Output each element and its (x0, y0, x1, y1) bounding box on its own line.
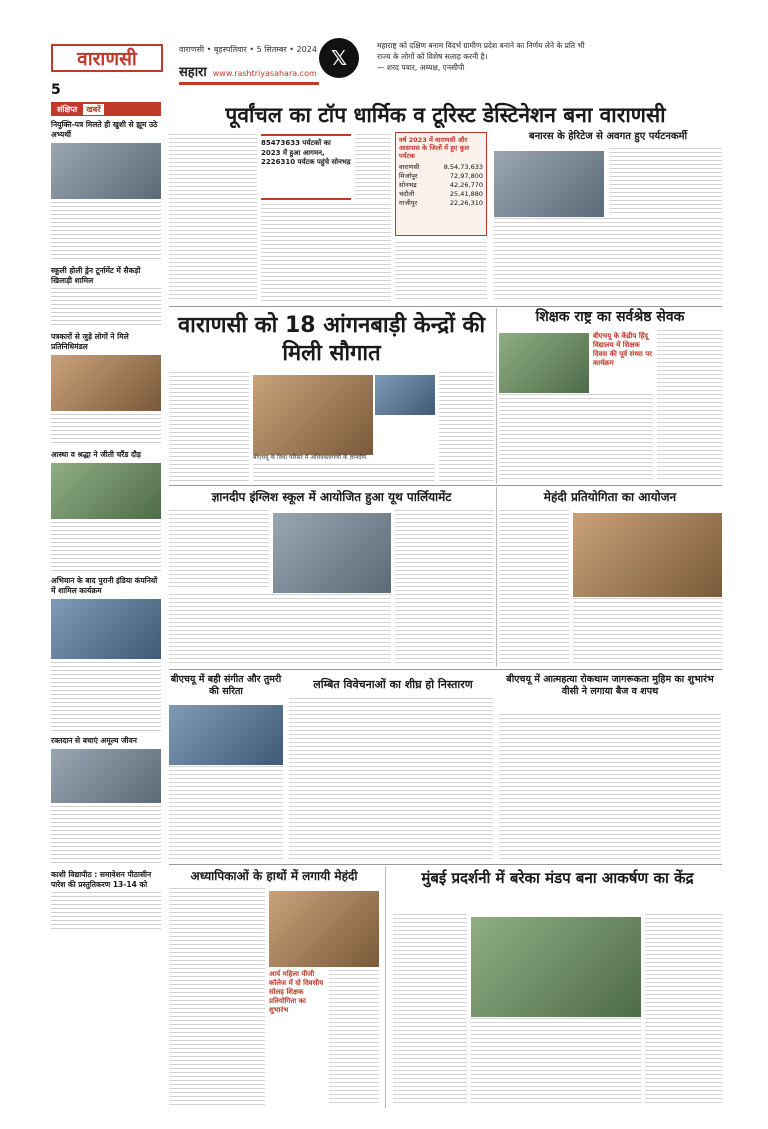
brief-text (51, 202, 161, 262)
brief-text (51, 522, 161, 572)
brand (179, 62, 317, 80)
story-text (499, 394, 653, 482)
teachers-mehndi-pull-quote: आर्य महिला पीजी कॉलेज में दो दिवसीय सोलह शिक्षक प्रतियोगिता का शुभारंभ (269, 970, 324, 1014)
story-text (657, 330, 722, 482)
teachers-mehndi-photo (269, 891, 379, 967)
brief-headline: स्कूली होली ड्रेन टूर्नामेंट में सैकड़ों खिलाड़ी शामिल (51, 266, 141, 285)
divider (169, 306, 722, 307)
youth-parliament-photo (273, 513, 391, 593)
heritage-photo (494, 151, 604, 217)
column-divider (496, 487, 497, 667)
bulletin-label: संक्षिप्त (57, 104, 78, 114)
stat-row: चंदौली 25,41,880 (399, 190, 483, 198)
story-text (393, 914, 467, 1106)
main-stories (169, 102, 722, 1110)
stat-box-title: वर्ष 2023 में वाराणसी और आसपास के जिलों में हुए कुल पर्यटक (399, 136, 470, 160)
brief-headline: काशी विद्यापीठ : समावेशन पीठासीन पारेश की प्रस्तुतिकरण 13-14 को (51, 870, 152, 889)
story-text (573, 598, 722, 664)
masthead (47, 38, 722, 98)
bhu-music-photo (169, 705, 283, 765)
brief-item (51, 576, 161, 732)
brief-text (51, 662, 161, 732)
brief-text (51, 288, 161, 328)
page-number: 5 (51, 82, 61, 98)
brief-photo (51, 355, 161, 411)
top-story-highlight: 85473633 पर्यटकों का 2023 में हुआ आगमन, 2226310 पर्यटक पहुंचे सोनभद्र (261, 134, 351, 200)
quote-text: महाराष्ट्र को दक्षिण बनाम विदर्भ ग्रामीण प्रदेश बनाने का निर्णय लेने के प्रति भी राज्य के लोगों को विशेष सलाह करनी है। (377, 41, 585, 61)
story-text (355, 134, 391, 202)
dateline: वाराणसी • बृहस्पतिवार • 5 सितम्बर • 2024 (179, 45, 317, 54)
story-text (609, 148, 722, 214)
expo-photo (471, 917, 641, 1017)
brief-item (51, 120, 161, 262)
divider (169, 669, 722, 670)
section-title: वाराणसी (51, 44, 163, 72)
anganwadi-headline: वाराणसी को 18 आंगनबाड़ी केन्द्रों की मिली सौगात (177, 313, 486, 366)
brand-name: सहारा (179, 65, 207, 80)
divider (169, 485, 722, 486)
anganwadi-photo (253, 375, 373, 455)
mehndi-headline: मेहंदी प्रतियोगिता का आयोजन (543, 490, 677, 504)
story-text (169, 134, 257, 302)
brief-text (51, 892, 161, 932)
x-logo-icon: 𝕏 (319, 38, 359, 78)
brief-text (51, 414, 161, 446)
brief-photo (51, 143, 161, 199)
brief-headline: नियुक्ति-पत्र मिलते ही खुशी से झूम उठे अभ्यर्थी (51, 120, 158, 139)
bulletin-header (51, 102, 161, 116)
story-text (494, 218, 722, 302)
bulletin-tag: खबरें (83, 104, 103, 115)
anganwadi-photo (375, 375, 435, 415)
story-text (471, 1018, 641, 1106)
divider (169, 864, 722, 865)
youth-parliament-headline: ज्ञानदीप इंग्लिश स्कूल में आयोजित हुआ यूथ पार्लियामेंट (211, 490, 452, 504)
column-divider (385, 866, 386, 1108)
story-text (169, 372, 249, 482)
story-text (289, 698, 493, 860)
heritage-headline: बनारस के हेरिटेज से अवगत हुए पर्यटनकर्मी (528, 131, 688, 142)
brief-headline: पत्रकारों से जुड़े लोगों ने मिले प्रतिनिधिमंडल (51, 332, 129, 351)
story-text (169, 766, 283, 860)
story-text (499, 510, 569, 664)
story-text (329, 970, 379, 1106)
story-text (261, 204, 391, 302)
brief-photo (51, 749, 161, 803)
bhu-music-headline: बीएचयू में बही संगीत और तुमरी की सरिता (170, 674, 282, 697)
education-photo (499, 333, 589, 393)
stat-row: वाराणसी 8,54,73,633 (399, 163, 483, 171)
quote-author: — शरद पवार, अध्यक्ष, एनसीपी (377, 63, 465, 72)
story-text (395, 242, 487, 302)
pending-investigations-headline: लम्बित विवेचनाओं का शीघ्र हो निस्तारण (313, 678, 473, 691)
story-text (169, 510, 269, 590)
education-pull-quote: बीएचयू के केंद्रीय हिंदू विद्यालय में शिक्षक दिवस की पूर्व संध्या पर कार्यक्रम (593, 332, 653, 367)
mehndi-photo (573, 513, 722, 597)
brief-headline: अभियान के बाद पुरानी इंडिया कंपनियों में शामिल कार्यक्रम (51, 576, 158, 595)
brief-headline: आस्था व श्रद्धा ने जीती चरैंड दौड़ (51, 450, 141, 459)
stat-row: सोनभद्र 42,26,770 (399, 181, 483, 189)
stat-row: गाजीपुर 22,26,310 (399, 199, 483, 207)
expo-headline: मुंबई प्रदर्शनी में बरेका मंडप बना आकर्षण का केंद्र (421, 869, 694, 887)
tourist-stat-box (395, 132, 487, 236)
brand-underline (179, 82, 319, 85)
brief-item (51, 332, 161, 446)
brief-item (51, 736, 161, 866)
story-text (499, 714, 721, 860)
brief-text (51, 806, 161, 866)
masthead-quote (377, 40, 587, 73)
anganwadi-caption: बीएचयू के विधा परिसर में अधिवक्तागणों के ज्ञानदीप (253, 454, 367, 461)
brief-photo (51, 463, 161, 519)
bhu-suicide-prevention-headline: बीएचयू में आत्महत्या रोकथाम जागरूकता मुहिम का शुभारंभ वीसी ने लगाया बैज व शपथ (506, 674, 714, 697)
teachers-mehndi-headline: अध्यापिकाओं के हाथों में लगायी मेहंदी (190, 869, 358, 883)
education-headline: शिक्षक राष्ट्र का सर्वश्रेष्ठ सेवक (535, 309, 685, 325)
left-column (51, 102, 161, 1110)
story-text (169, 594, 391, 664)
stat-row: मिर्जापुर 72,97,800 (399, 172, 483, 180)
brief-item (51, 450, 161, 572)
brief-item (51, 266, 161, 328)
story-text (645, 914, 722, 1106)
story-text (253, 464, 435, 482)
column-divider (496, 308, 497, 484)
website-link[interactable]: www.rashtriyasahara.com (212, 69, 317, 78)
brief-item (51, 870, 161, 932)
story-text (439, 372, 494, 482)
top-headline: पूर्वांचल का टॉप धार्मिक व टूरिस्ट डेस्टिनेशन बना वाराणसी (225, 103, 666, 127)
story-text (169, 888, 265, 1106)
story-text (395, 510, 494, 664)
brief-headline: रक्तदान से बचाएं अमूल्य जीवन (51, 736, 137, 745)
newspaper-page (47, 38, 722, 1110)
brief-photo (51, 599, 161, 659)
